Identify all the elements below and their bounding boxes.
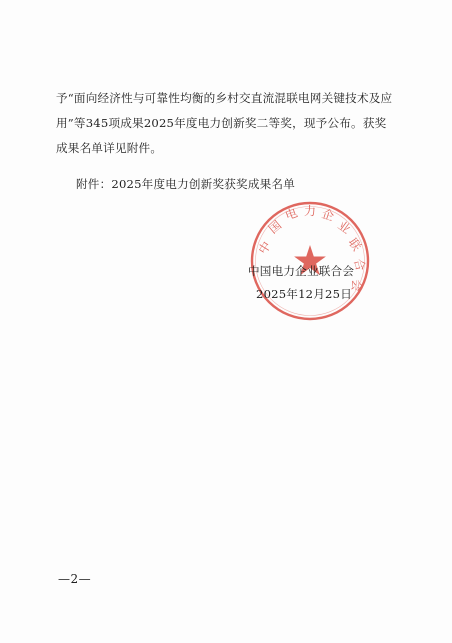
body-paragraph: 予“面向经济性与可靠性均衡的乡村交直流混联电网关键技术及应用”等345项成果2025年度电力创新奖二等奖，现予公布。获奖成果名单详见附件。 (56, 91, 393, 155)
page-number: —2— (58, 572, 92, 586)
svg-text:中: 中 (255, 238, 274, 257)
svg-text:企: 企 (320, 206, 336, 224)
svg-text:电: 电 (283, 205, 300, 223)
svg-text:联: 联 (345, 235, 364, 254)
official-seal-icon (249, 200, 371, 322)
signing-date: 2025年12月25日 (256, 287, 352, 301)
svg-text:会: 会 (348, 278, 364, 292)
svg-text:力: 力 (304, 204, 317, 218)
attachment-line: 附件：2025年度电力创新奖获奖成果名单 (76, 177, 296, 191)
svg-text:合: 合 (351, 257, 368, 273)
svg-text:业: 业 (335, 218, 354, 237)
svg-text:国: 国 (265, 217, 285, 237)
signing-organization: 中国电力企业联合会 (248, 264, 355, 278)
